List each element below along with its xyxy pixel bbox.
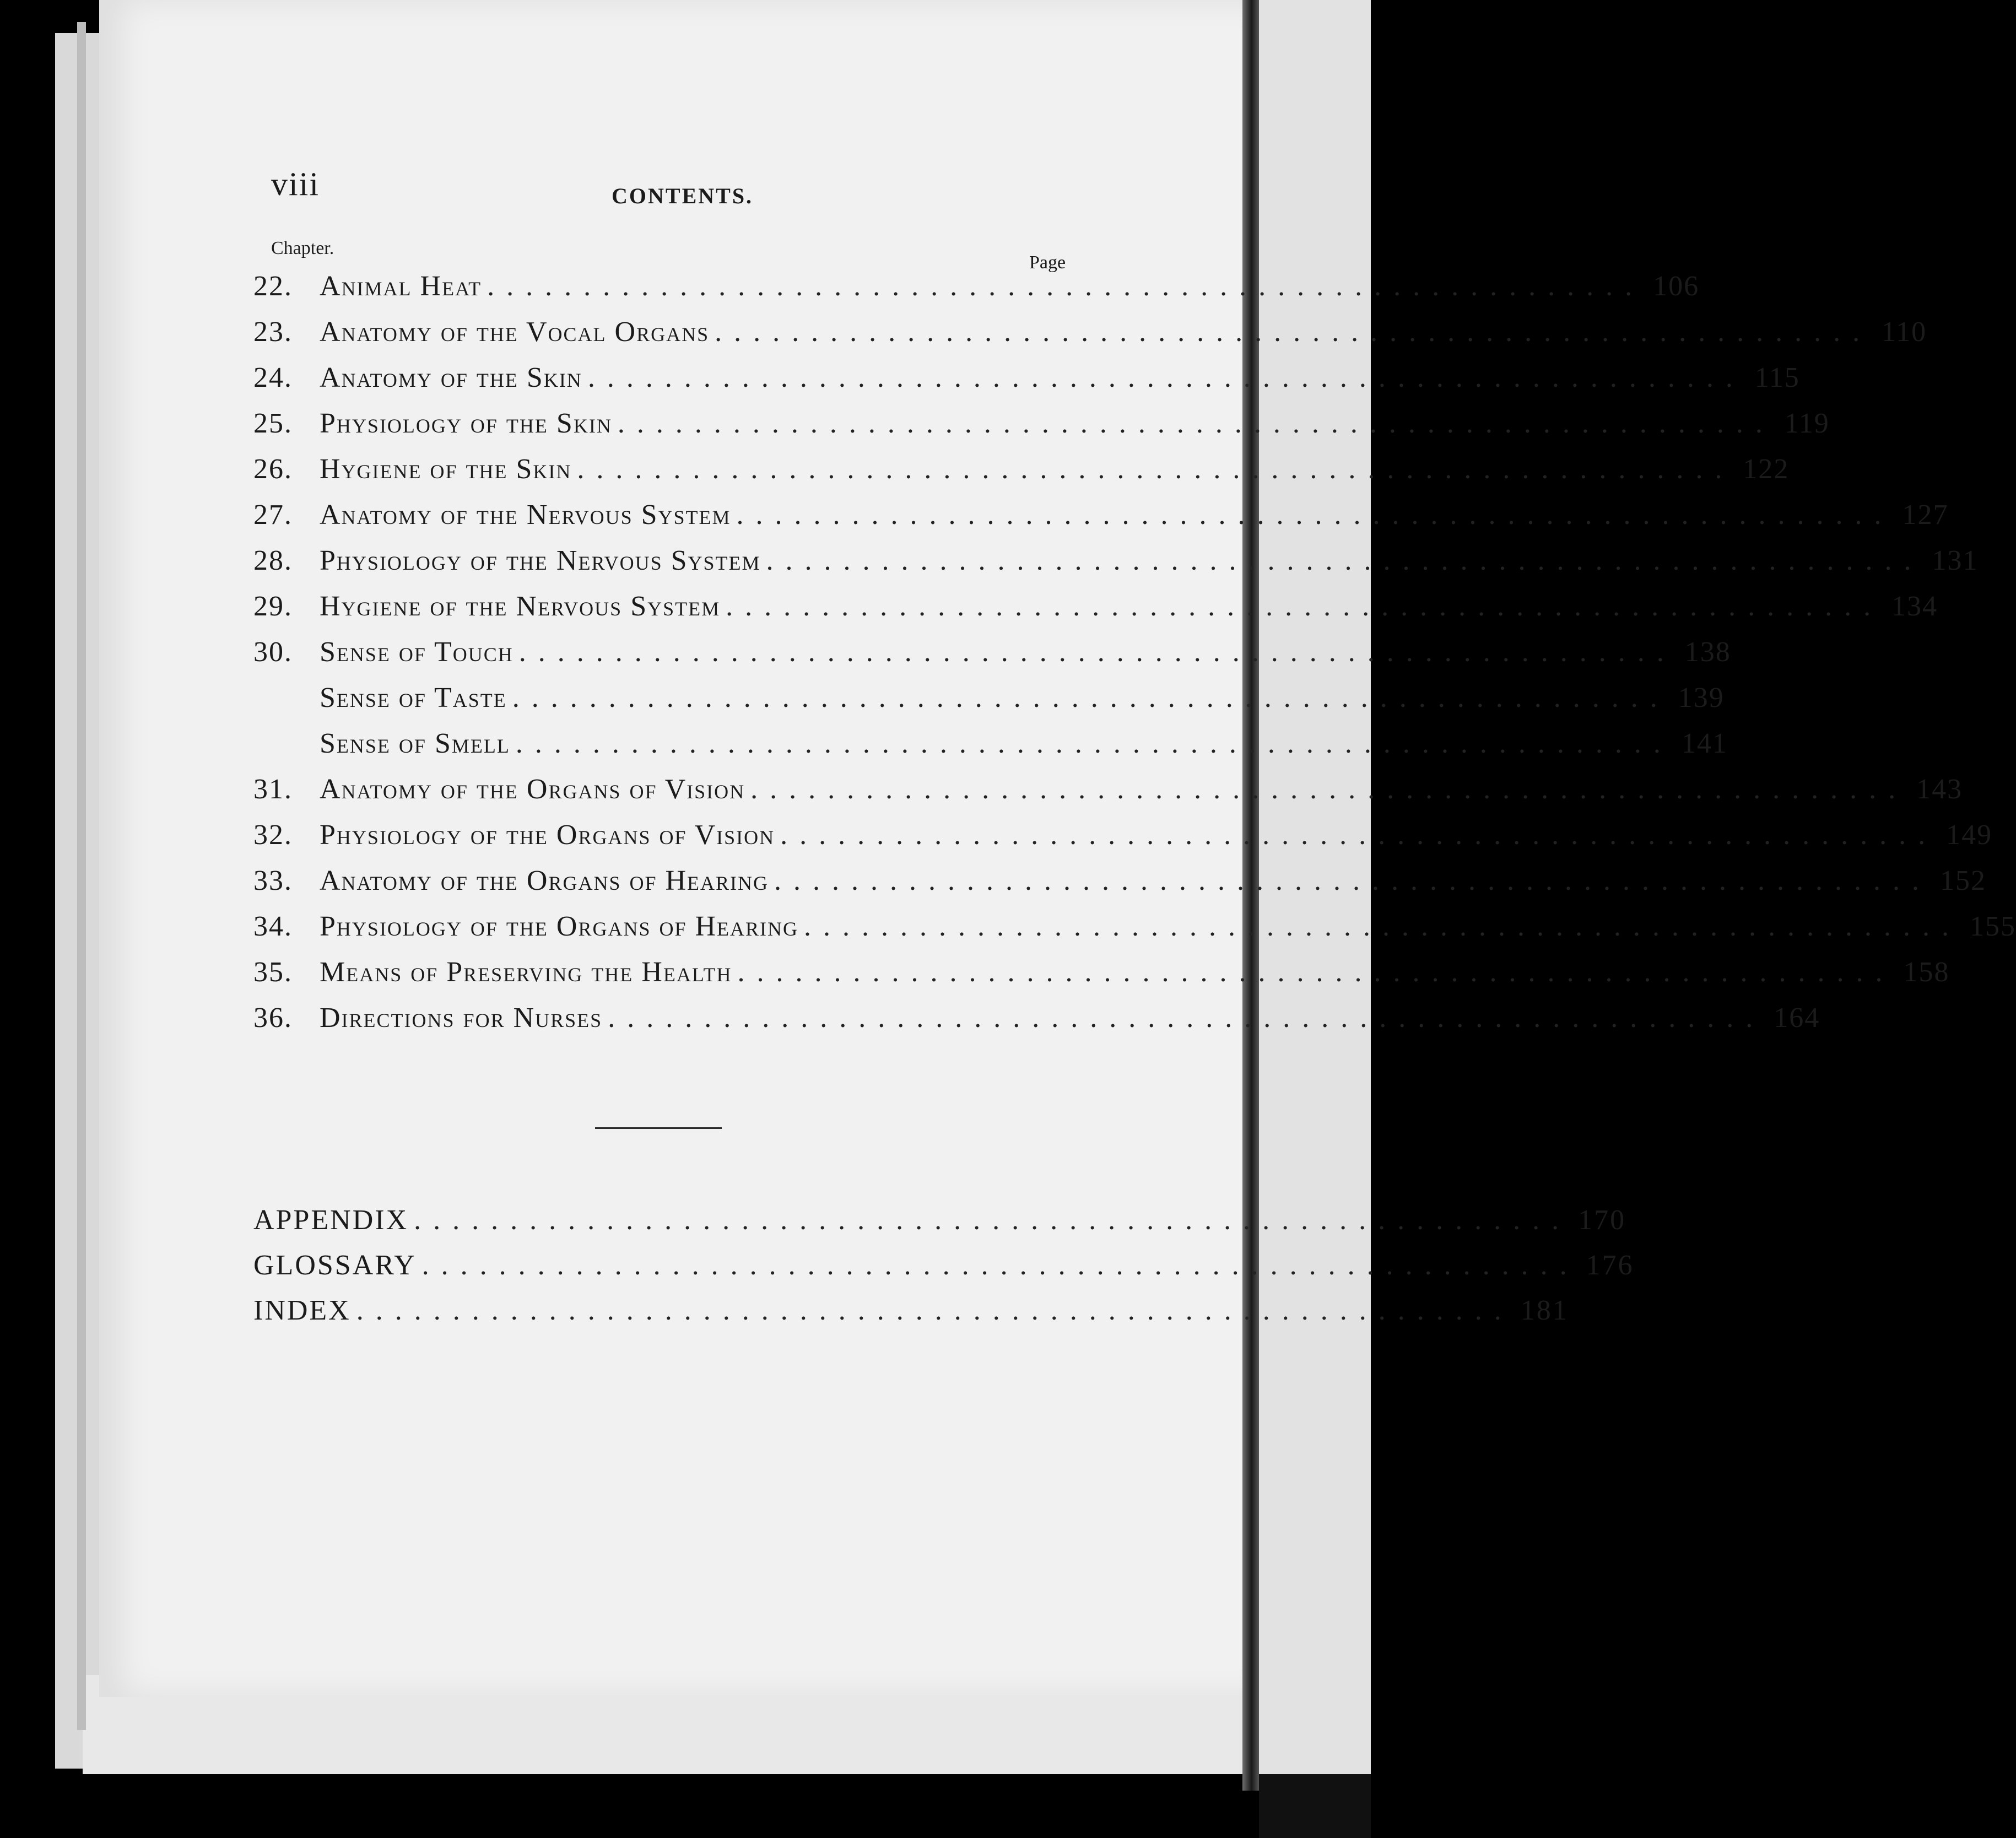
- page-ref: 164: [1774, 1002, 1820, 1034]
- chapter-title: Means of Preserving the Health: [320, 956, 732, 988]
- page-ref: 119: [1784, 408, 1830, 439]
- chapter-number: 27.: [253, 499, 293, 531]
- toc-entry: [253, 956, 1950, 1002]
- dot-leader: ............................................................: [774, 865, 1932, 896]
- chapter-number: 25.: [253, 408, 293, 439]
- chapter-title: Physiology of the Skin: [320, 408, 612, 439]
- toc-entry: [253, 727, 1728, 773]
- back-matter-title: APPENDIX: [253, 1204, 409, 1236]
- chapter-title: Directions for Nurses: [320, 1002, 603, 1034]
- page-ref: 138: [1684, 636, 1731, 668]
- toc-entry: [253, 819, 1993, 864]
- dot-leader: ............................................................: [617, 408, 1775, 439]
- chapter-title: Anatomy of the Vocal Organs: [320, 316, 710, 348]
- chapter-number: 35.: [253, 956, 293, 988]
- toc-entry: [253, 682, 1725, 727]
- chapter-title: Anatomy of the Nervous System: [320, 499, 731, 531]
- chapter-number: 24.: [253, 362, 293, 393]
- page-ref: 106: [1653, 271, 1700, 302]
- toc-entry: [253, 499, 1949, 544]
- chapter-title: Hygiene of the Nervous System: [320, 591, 721, 622]
- section-divider: [595, 1127, 722, 1129]
- dot-leader: ............................................................: [766, 545, 1923, 576]
- page-ref: 127: [1902, 499, 1949, 531]
- page-ref: 134: [1891, 591, 1938, 622]
- toc-entry: [253, 590, 1938, 636]
- chapter-title: Hygiene of the Skin: [320, 453, 572, 485]
- toc-entry: [253, 636, 1731, 682]
- page-ref: 158: [1903, 956, 1950, 988]
- toc-entry: [253, 864, 1987, 910]
- chapter-title: Anatomy of the Organs of Vision: [320, 774, 745, 805]
- page-ref: 115: [1754, 362, 1800, 393]
- chapter-title: Anatomy of the Organs of Hearing: [320, 865, 769, 896]
- dot-leader: ............................................................: [414, 1204, 1571, 1236]
- chapter-number: 32.: [253, 819, 293, 851]
- page-ref: 139: [1678, 682, 1725, 713]
- chapter-number: 33.: [253, 865, 293, 896]
- chapter-number: 31.: [253, 774, 293, 805]
- page-ref: 149: [1946, 819, 1993, 851]
- dot-leader: ............................................................: [715, 316, 1872, 348]
- toc-entry: [253, 316, 1927, 361]
- back-matter-title: GLOSSARY: [253, 1250, 417, 1281]
- page-ref: 141: [1681, 728, 1728, 759]
- toc-entry: [253, 361, 1800, 407]
- dot-leader: ............................................................: [726, 591, 1883, 622]
- chapter-title: Sense of Smell: [320, 728, 510, 759]
- back-matter-entry: [253, 1204, 1626, 1249]
- page-ref: 152: [1940, 865, 1987, 896]
- page-column-label: Page: [1029, 252, 1066, 273]
- toc-entry: [253, 910, 2016, 956]
- dot-leader: ............................................................: [608, 1002, 1765, 1034]
- chapter-title: Physiology of the Nervous System: [320, 545, 761, 576]
- page-number: viii: [271, 166, 320, 202]
- toc-entry: [253, 544, 1979, 590]
- page-ref: 181: [1520, 1295, 1569, 1326]
- dot-leader: ............................................................: [518, 636, 1676, 668]
- chapter-number: 34.: [253, 911, 293, 942]
- dot-leader: ............................................................: [577, 453, 1734, 485]
- chapter-title: Physiology of the Organs of Vision: [320, 819, 775, 851]
- dot-leader: ............................................................: [421, 1250, 1579, 1281]
- toc-entry: [253, 1002, 1820, 1047]
- dot-leader: ............................................................: [512, 682, 1669, 713]
- dot-leader: ............................................................: [356, 1295, 1514, 1326]
- chapter-title: Animal Heat: [320, 271, 482, 302]
- toc-entry: [253, 773, 1963, 819]
- dot-leader: ............................................................: [736, 499, 1894, 531]
- chapter-number: 28.: [253, 545, 293, 576]
- page-ref: 131: [1932, 545, 1979, 576]
- toc-list: [253, 270, 2016, 1047]
- toc-entry: [253, 270, 1700, 316]
- dot-leader: ............................................................: [780, 819, 1938, 851]
- page-edge: [77, 22, 86, 1730]
- dot-leader: ............................................................: [750, 774, 1908, 805]
- chapter-title: Sense of Taste: [320, 682, 507, 713]
- scan-border: [1259, 1774, 1371, 1838]
- page-ref: 110: [1882, 316, 1927, 348]
- dot-leader: ............................................................: [587, 362, 1745, 393]
- toc-entry: [253, 407, 1830, 453]
- dot-leader: ............................................................: [804, 911, 1961, 942]
- back-matter-list: [253, 1204, 1634, 1339]
- chapter-column-label: Chapter.: [271, 238, 334, 258]
- page-ref: 176: [1586, 1250, 1634, 1281]
- chapter-number: 36.: [253, 1002, 293, 1034]
- chapter-title: Sense of Touch: [320, 636, 514, 668]
- running-title: CONTENTS.: [612, 183, 754, 208]
- back-matter-entry: [253, 1249, 1634, 1294]
- toc-entry: [253, 453, 1790, 499]
- chapter-number: 30.: [253, 636, 293, 668]
- chapter-number: 22.: [253, 271, 293, 302]
- back-matter-entry: [253, 1294, 1569, 1339]
- chapter-title: Physiology of the Organs of Hearing: [320, 911, 799, 942]
- chapter-number: 23.: [253, 316, 293, 348]
- dot-leader: ............................................................: [515, 728, 1673, 759]
- page-ref: 170: [1578, 1204, 1626, 1236]
- chapter-title: Anatomy of the Skin: [320, 362, 582, 393]
- page-ref: 122: [1743, 453, 1790, 485]
- back-matter-title: INDEX: [253, 1295, 351, 1326]
- chapter-number: 29.: [253, 591, 293, 622]
- chapter-number: 26.: [253, 453, 293, 485]
- page-ref: 143: [1916, 774, 1963, 805]
- dot-leader: ............................................................: [737, 956, 1895, 988]
- page-ref: 155: [1970, 911, 2016, 942]
- dot-leader: ............................................................: [487, 271, 1645, 302]
